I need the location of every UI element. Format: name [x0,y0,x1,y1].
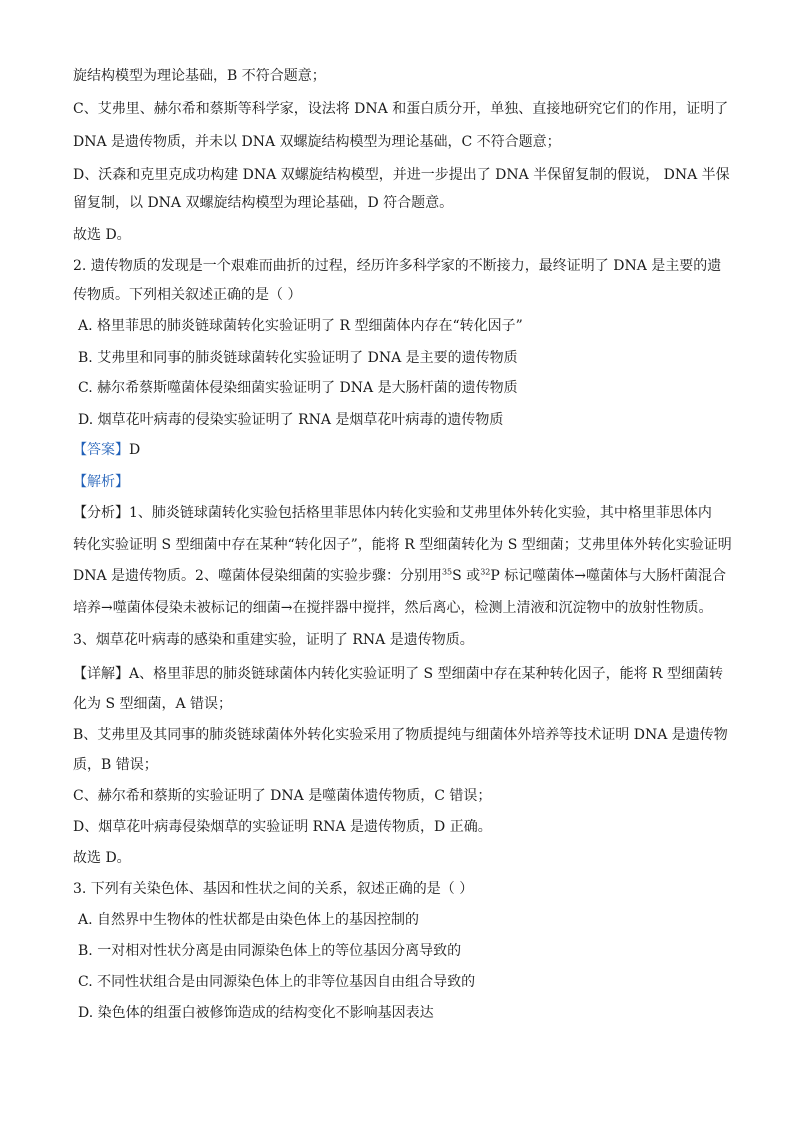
isotope-superscript: 32 [480,567,491,577]
analysis-paragraph [73,503,712,523]
paragraph: 留复制，以 DNA 双螺旋结构模型为理论基础，D 符合题意。 [73,195,454,211]
question-2-option-d: D. 烟草花叶病毒的侵染实验证明了 RNA 是烟草花叶病毒的遗传物质 [78,412,504,428]
detail-paragraph [73,664,723,684]
detail-paragraph: 故选 D。 [73,850,131,866]
detail-paragraph: D、烟草花叶病毒侵染烟草的实验证明 RNA 是遗传物质，D 正确。 [73,819,492,835]
question-2-option-b: B. 艾弗里和同事的肺炎链球菌转化实验证明了 DNA 是主要的遗传物质 [78,350,518,366]
question-3-stem: 3. 下列有关染色体、基因和性状之间的关系，叙述正确的是（ ） [73,881,474,897]
analysis-text: P 标记噬菌体→噬菌体与大肠杆菌混合 [490,568,726,584]
analysis-paragraph: 转化实验证明 S 型细菌中存在某种“转化因子”，能将 R 型细菌转化为 S 型细菌；艾弗里体外转化实验证明 [73,537,732,553]
paragraph: DNA 是遗传物质，并未以 DNA 双螺旋结构模型为理论基础，C 不符合题意； [73,134,561,150]
analysis-tag-label: 【解析】 [73,474,129,490]
detail-text: A、格里菲思的肺炎链球菌体内转化实验证明了 S 型细菌中存在某种转化因子，能将 R 型细菌转 [129,666,724,682]
isotope-superscript: 35 [441,567,453,577]
analysis-text: DNA 是遗传物质。2、噬菌体侵染细菌的实验步骤：分别用 [73,568,442,584]
fenxi-tag: 【分析】 [73,505,129,521]
question-3-option-a: A. 自然界中生物体的性状都是由染色体上的基因控制的 [78,912,420,928]
analysis-paragraph: 培养→噬菌体侵染未被标记的细菌→在搅拌器中搅拌，然后离心，检测上清液和沉淀物中的放射性物质。 [73,600,713,616]
detail-paragraph: B、艾弗里及其同事的肺炎链球菌体外转化实验采用了物质提纯与细菌体外培养等技术证明 DNA 是遗传物 [73,727,728,743]
question-2-stem: 传物质。下列相关叙述正确的是（ ） [73,287,302,303]
answer-value: D [129,442,141,458]
question-3-option-d: D. 染色体的组蛋白被修饰造成的结构变化不影响基因表达 [78,1005,434,1021]
detail-paragraph: C、赫尔希和蔡斯的实验证明了 DNA 是噬菌体遗传物质，C 错误； [73,788,492,804]
question-2-option-a: A. 格里菲思的肺炎链球菌转化实验证明了 R 型细菌体内存在“转化因子” [78,318,523,334]
analysis-text: S 或 [452,568,481,584]
xiangjie-tag: 【详解】 [73,666,129,682]
analysis-text: 1、肺炎链球菌转化实验包括格里菲思体内转化实验和艾弗里体外转化实验，其中格里菲思体内 [129,505,712,521]
question-2-option-c: C. 赫尔希蔡斯噬菌体侵染细菌实验证明了 DNA 是大肠杆菌的遗传物质 [78,380,518,396]
answer-tag: 【答案】 [73,442,129,458]
analysis-paragraph [73,566,726,586]
paragraph: 旋结构模型为理论基础，B 不符合题意； [73,68,326,84]
paragraph: 故选 D。 [73,227,131,243]
question-3-option-b: B. 一对相对性状分离是由同源染色体上的等位基因分离导致的 [78,943,462,959]
answer-line [73,440,140,460]
question-2-stem: 2. 遗传物质的发现是一个艰难而曲折的过程，经历许多科学家的不断接力，最终证明了 DNA 是主要的遗 [73,258,722,274]
analysis-tag [73,472,129,492]
paragraph: D、沃森和克里克成功构建 DNA 双螺旋结构模型，并进一步提出了 DNA 半保留复制的假说， DNA 半保 [73,167,730,183]
detail-paragraph: 化为 S 型细菌，A 错误； [73,696,233,712]
detail-paragraph: 质，B 错误； [73,757,158,773]
analysis-paragraph: 3、烟草花叶病毒的感染和重建实验，证明了 RNA 是遗传物质。 [73,632,474,648]
question-3-option-c: C. 不同性状组合是由同源染色体上的非等位基因自由组合导致的 [78,974,476,990]
paragraph: C、艾弗里、赫尔希和蔡斯等科学家，设法将 DNA 和蛋白质分开，单独、直接地研究它们的作用，证明了 [73,101,729,117]
